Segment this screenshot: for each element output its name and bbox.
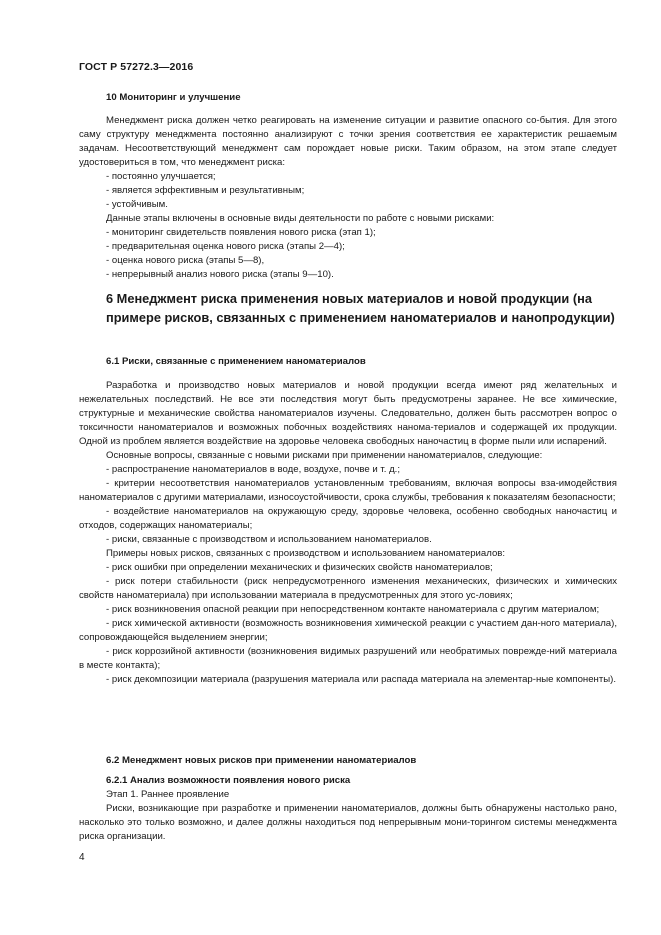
list-item: - является эффективным и результативным; (106, 185, 305, 196)
section-6-2-1-title: 6.2.1 Анализ возможности появления нового риска (106, 775, 351, 786)
section-6-1-title: 6.1 Риски, связанные с применением наноматериалов (106, 356, 366, 367)
list-item: - риски, связанные с производством и использованием наноматериалов. (106, 534, 432, 545)
list-item: - риск возникновения опасной реакции при непосредственном контакте наноматериала с другим материалом; (106, 604, 600, 615)
section-10 (79, 91, 617, 282)
list-item: - предварительная оценка нового риска (этапы 2—4); (106, 241, 345, 252)
list-item: - постоянно улучшается; (106, 171, 216, 182)
section-6-1-paragraph-2: Основные вопросы, связанные с новыми рисками при применении наноматериалов, следующие: (106, 450, 543, 461)
document-header: ГОСТ Р 57272.3—2016 (79, 61, 194, 73)
list-item: - мониторинг свидетельств появления нового риска (этап 1); (106, 227, 376, 238)
section-10-title: 10 Мониторинг и улучшение (106, 92, 241, 103)
section-6-2-title: 6.2 Менеджмент новых рисков при применении наноматериалов (106, 755, 417, 766)
list-item: - риск ошибки при определении механических и физических свойств наноматериалов; (106, 562, 493, 573)
list-item: - оценка нового риска (этапы 5—8), (106, 255, 265, 266)
list-item: - воздействие наноматериалов на окружающую среду, здоровье человека, особенно свободных наночастиц и отходов, содержащих наноматериалы; (79, 506, 617, 531)
list-item: - риск декомпозиции материала (разрушения материала или распада материала на элементар-ные компоненты). (106, 674, 617, 685)
list-item: - риск коррозийной активности (возникновения видимых разрушений или необратимых поврежде-ний материала в месте контакта); (79, 646, 617, 671)
section-6-2-1-paragraph-1: Риски, возникающие при разработке и применении наноматериалов, должны быть обнаружены настолько рано, насколько это только возможно, и далее должны находиться под непрерывным мони-торингом системы менеджмента риска организации. (79, 803, 617, 842)
list-item: - критерии несоответствия наноматериалов установленным требованиям, включая вопросы вза-имодействия наноматериалов с другими материалами, износоустойчивости, срока службы, требования к показателям безопасности; (79, 478, 617, 503)
section-6-2 (79, 754, 617, 844)
section-6-1 (79, 355, 617, 687)
list-item: - риск химической активности (возможность возникновения химической реакции с участием дан-ного материала), сопровождающейся выделением энергии; (79, 618, 617, 643)
list-item: - риск потери стабильности (риск непредусмотренного изменения механических, физических и химических свойств наноматериала) при использовании материала в предусмотренных для этого ус-ловиях; (79, 576, 617, 601)
section-6-1-paragraph-1: Разработка и производство новых материалов и новой продукции всегда имеют ряд желательных и нежелательных последствий. Не все эти последствия могут быть предусмотрены заранее. Не все химические, структурные и механические свойства наноматериалов изучены. Следовательно, должен быть рассмотрен вопрос о токсичности наноматериалов и возможных побочных воздействиях нанома-териалов и содержащей их продукции. Одной из проблем является воздействие на здоровье человека свободных наночастиц в форме пыли или испарений. (79, 380, 617, 447)
list-item: - распространение наноматериалов в воде, воздухе, почве и т. д.; (106, 464, 401, 475)
section-6-title: 6 Менеджмент риска применения новых материалов и новой продукции (на примере рисков, связанных с применением наноматериалов и нанопродукции) (106, 291, 615, 325)
section-6 (79, 290, 617, 327)
section-10-paragraph-2: Данные этапы включены в основные виды деятельности по работе с новыми рисками: (106, 213, 495, 224)
list-item: - устойчивым. (106, 199, 168, 210)
list-item: - непрерывный анализ нового риска (этапы 9—10). (106, 269, 334, 280)
page-number: 4 (79, 852, 85, 863)
stage-label: Этап 1. Раннее проявление (106, 789, 230, 800)
section-6-1-paragraph-3: Примеры новых рисков, связанных с производством и использованием наноматериалов: (106, 548, 506, 559)
section-10-paragraph-1: Менеджмент риска должен четко реагировать на изменение ситуации и развитие опасного со-бытия. Для этого саму структуру менеджмента постоянно анализируют с точки зрения соответствия ее характеристик решаемым задачам. Несоответствующий менеджмент сам порождает новые риски. Таким образом, на этом этапе следует удостовериться в том, что менеджмент риска: (79, 115, 617, 168)
